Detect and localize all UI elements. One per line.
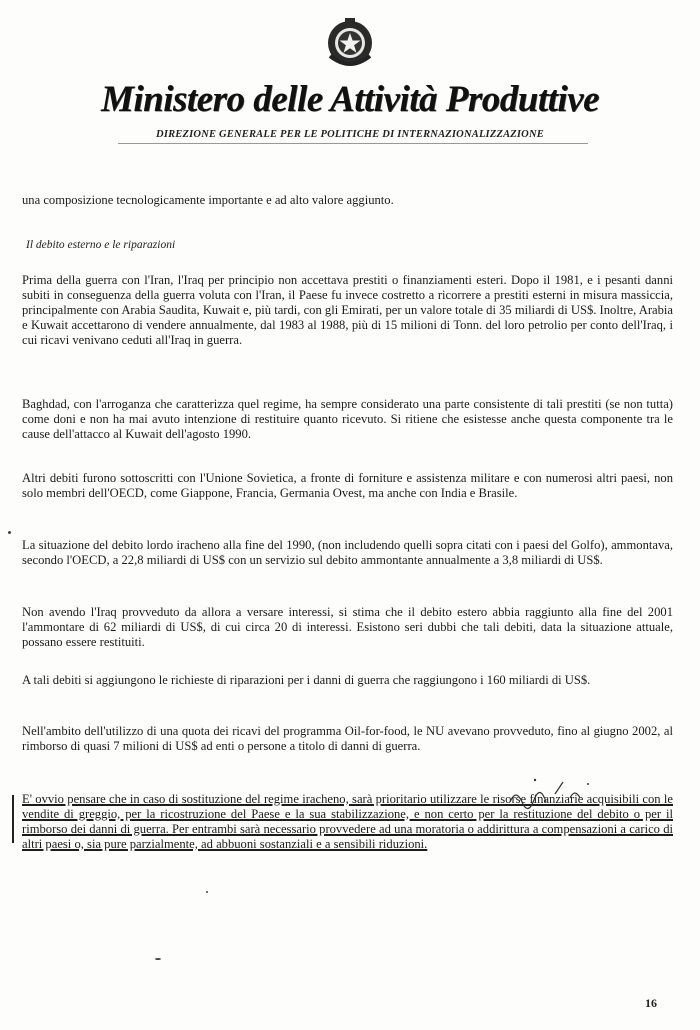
header-divider	[118, 143, 588, 144]
italian-republic-emblem-icon	[321, 16, 379, 72]
scan-speck	[155, 958, 161, 960]
paragraph-2: Baghdad, con l'arroganza che caratterizza quel regime, ha sempre considerato una parte consistente di tali prestiti (se non tutta) come doni e non ha mai avuto intenzione di restituire quanto ricevuto. Si ritiene che esistesse anche questa componente tra le cause dell'attacco al Kuwait dell'agosto 1990.	[22, 397, 673, 441]
direction-subtitle: DIREZIONE GENERALE PER LE POLITICHE DI INTERNAZIONALIZZAZIONE	[156, 129, 544, 140]
handwritten-scribble-mark	[500, 772, 610, 820]
paragraph-1: Prima della guerra con l'Iran, l'Iraq per principio non accettava prestiti o finanziamenti esteri. Dopo il 1981, e i pesanti danni subiti in conseguenza della guerra voluta con l'Iran, il Paese fu invece costretto a ricorrere a prestiti esterni in misura massiccia, principalmente con Arabia Saudita, Kuwait e, più tardi, con gli Emirati, per un valore totale di 35 miliardi di US$. Inoltre, Arabia e Kuwait accettarono di vendere annualmente, dal 1983 al 1988, più di 15 milioni di Tonn. del loro petrolio per conto dell'Iraq, i cui ricavi venivano ceduti all'Iraq in guerra.	[22, 273, 673, 347]
paragraph-8-highlighted: E' ovvio pensare che in caso di sostituzione del regime iracheno, sarà prioritario utilizzare le risorse finanziarie acquisibili con le vendite di greggio, per la ricostruzione del Paese e la sua stabilizzazione, e non certo per la restituzione del debito o per il rimborso dei danni di guerra. Per entrambi sarà necessario provvedere ad una moratoria o addirittura a compensazioni a carico di altri paesi o, sia pure parzialmente, ad abbuoni sostanziali e a sensibili riduzioni.	[22, 792, 673, 851]
section-subheading: Il debito esterno e le riparazioni	[26, 239, 176, 251]
page-number: 16	[645, 996, 657, 1010]
scan-speck	[206, 891, 208, 893]
paragraph-3: Altri debiti furono sottoscritti con l'Unione Sovietica, a fronte di forniture e assistenza militare e con numerosi altri paesi, non solo membri dell'OECD, come Giappone, Francia, Germania Ovest, ma anche con India e Brasile.	[22, 471, 673, 500]
paragraph-4: La situazione del debito lordo iracheno alla fine del 1990, (non includendo quelli sopra citati con i paesi del Golfo), ammontava, secondo l'OECD, a 22,8 miliardi di US$ con un servizio sul debito ammontante annualmente a 3,8 miliardi di US$.	[22, 538, 673, 567]
margin-bracket-mark	[12, 795, 18, 843]
paragraph-7: Nell'ambito dell'utilizzo di una quota dei ricavi del programma Oil-for-food, le NU avevano provveduto, fino al giugno 2002, al rimborso di quasi 7 milioni di US$ ad enti o persone a titolo di danni di guerra.	[22, 724, 673, 753]
ministry-title: Ministero delle Attività Produttive	[100, 79, 600, 120]
paragraph-5: Non avendo l'Iraq provveduto da allora a versare interessi, si stima che il debito estero abbia raggiunto alla fine del 2001 l'ammontare di 62 miliardi di US$, di cui circa 20 di interessi. Esistono seri dubbi che tali debiti, data la situazione attuale, possano essere restituiti.	[22, 605, 673, 649]
scan-speck	[8, 531, 11, 534]
paragraph-6: A tali debiti si aggiungono le richieste di riparazioni per i danni di guerra che raggiungono i 160 miliardi di US$.	[22, 673, 591, 687]
intro-line: una composizione tecnologicamente importante e ad alto valore aggiunto.	[22, 193, 394, 207]
